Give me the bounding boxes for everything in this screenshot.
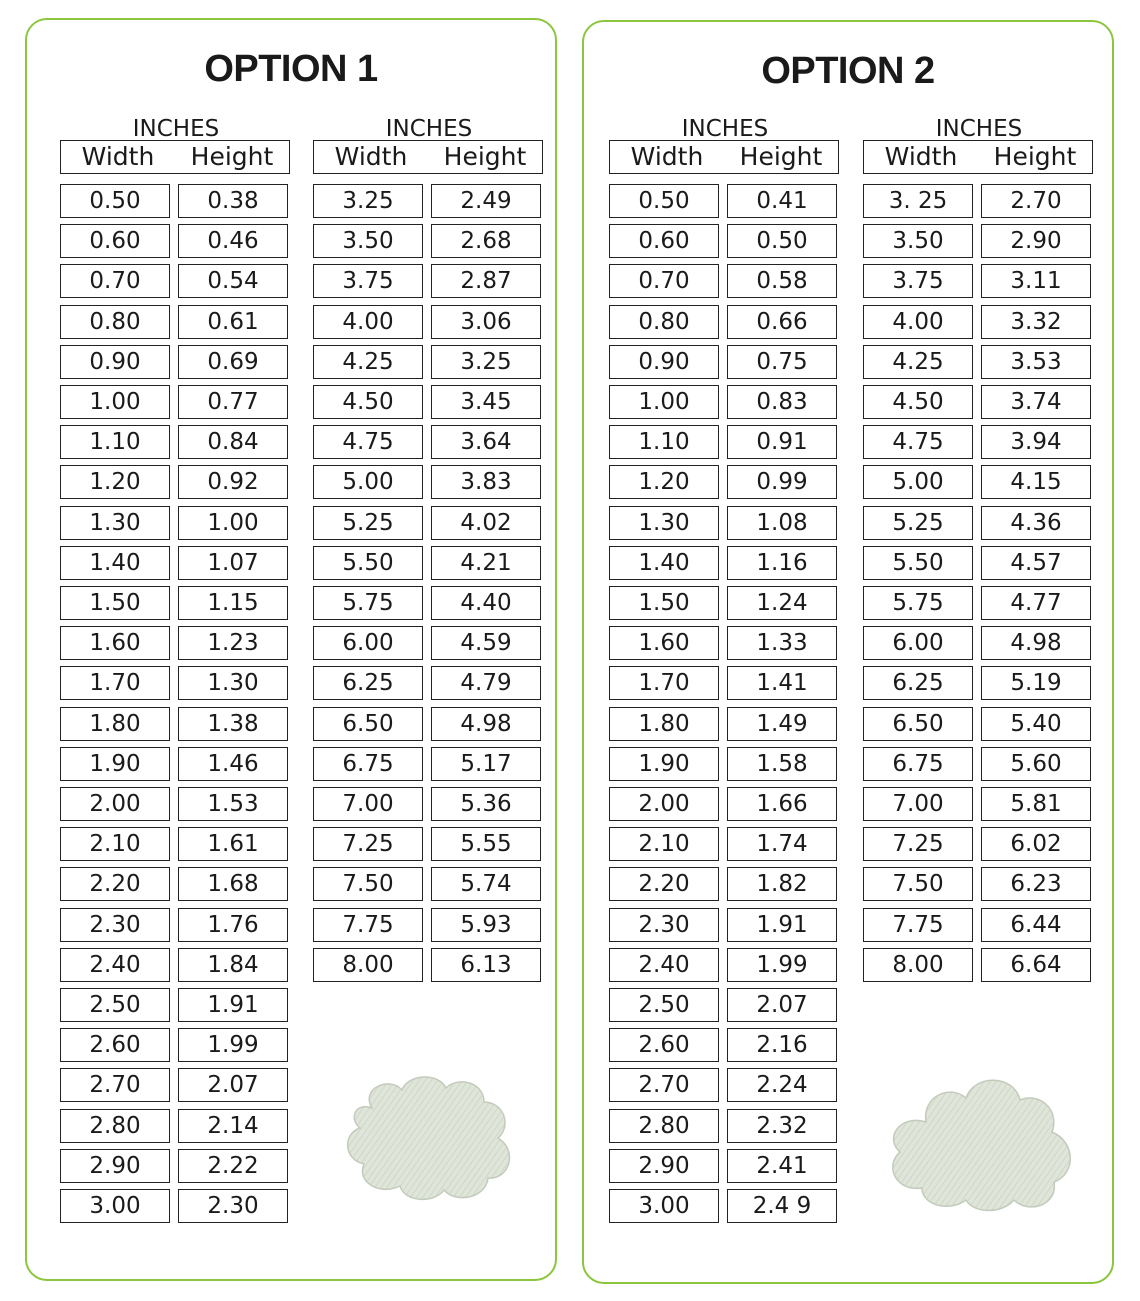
option-title: OPTION 1: [204, 48, 378, 90]
width-value: 0.50: [609, 184, 719, 218]
width-value: 7.00: [313, 787, 423, 821]
width-value: 0.90: [609, 345, 719, 379]
size-row: [60, 1068, 292, 1102]
width-value: 3.00: [609, 1189, 719, 1223]
width-value: 2.70: [609, 1068, 719, 1102]
width-value: 0.70: [60, 264, 170, 298]
size-row: [60, 1109, 292, 1143]
height-value: 1.76: [178, 908, 288, 942]
width-value: 1.30: [60, 506, 170, 540]
height-value: 4.59: [431, 626, 541, 660]
width-value: 5.75: [863, 586, 973, 620]
width-value: 5.75: [313, 586, 423, 620]
size-row: [60, 787, 292, 821]
cloud-icon: [342, 1068, 522, 1204]
size-row: [313, 224, 545, 258]
height-value: 1.74: [727, 827, 837, 861]
size-row: [313, 184, 545, 218]
height-value: 3.11: [981, 264, 1091, 298]
width-value: 2.30: [60, 908, 170, 942]
height-value: 1.99: [178, 1028, 288, 1062]
height-value: 2.68: [431, 224, 541, 258]
size-row: [313, 666, 545, 700]
width-value: 4.00: [313, 305, 423, 339]
height-value: 1.49: [727, 707, 837, 741]
width-value: 2.70: [60, 1068, 170, 1102]
height-value: 3.25: [431, 345, 541, 379]
width-value: 2.90: [609, 1149, 719, 1183]
size-row: [60, 264, 292, 298]
width-value: 2.10: [60, 827, 170, 861]
height-value: 3.53: [981, 345, 1091, 379]
width-value: 5.25: [313, 506, 423, 540]
height-value: 3.94: [981, 425, 1091, 459]
column-header: [863, 140, 1093, 174]
height-value: 6.13: [431, 948, 541, 982]
width-value: 1.10: [60, 425, 170, 459]
size-row: [863, 264, 1095, 298]
size-row: [609, 586, 841, 620]
size-row: [609, 224, 841, 258]
size-row: [60, 747, 292, 781]
width-value: 4.50: [863, 385, 973, 419]
height-value: 2.32: [727, 1109, 837, 1143]
width-value: 1.80: [60, 707, 170, 741]
height-value: 6.64: [981, 948, 1091, 982]
width-value: 0.80: [609, 305, 719, 339]
height-value: 2.90: [981, 224, 1091, 258]
width-value: 5.25: [863, 506, 973, 540]
width-value: 0.60: [609, 224, 719, 258]
unit-label: INCHES: [935, 116, 1023, 142]
width-value: 1.00: [609, 385, 719, 419]
size-row: [863, 787, 1095, 821]
size-row: [60, 586, 292, 620]
width-value: 6.25: [863, 666, 973, 700]
height-value: 0.46: [178, 224, 288, 258]
width-value: 1.10: [609, 425, 719, 459]
height-value: 2.4 9: [727, 1189, 837, 1223]
size-row: [60, 666, 292, 700]
size-row: [60, 827, 292, 861]
size-row: [60, 1189, 292, 1223]
width-value: 5.00: [863, 465, 973, 499]
height-value: 0.58: [727, 264, 837, 298]
size-row: [609, 305, 841, 339]
height-value: 4.79: [431, 666, 541, 700]
height-value: 1.53: [178, 787, 288, 821]
size-row: [60, 385, 292, 419]
size-row: [609, 264, 841, 298]
height-value: 5.55: [431, 827, 541, 861]
width-value: 6.75: [863, 747, 973, 781]
size-row: [863, 586, 1095, 620]
size-row: [609, 666, 841, 700]
height-value: 3.32: [981, 305, 1091, 339]
width-value: 3.50: [863, 224, 973, 258]
width-value: 7.25: [863, 827, 973, 861]
size-row: [863, 707, 1095, 741]
height-value: 5.60: [981, 747, 1091, 781]
size-row: [609, 626, 841, 660]
size-row: [60, 948, 292, 982]
height-value: 1.00: [178, 506, 288, 540]
size-row: [609, 1068, 841, 1102]
width-value: 4.25: [313, 345, 423, 379]
size-row: [60, 1028, 292, 1062]
size-row: [313, 626, 545, 660]
width-value: 2.40: [60, 948, 170, 982]
width-value: 2.80: [609, 1109, 719, 1143]
width-value: 0.80: [60, 305, 170, 339]
height-value: 0.84: [178, 425, 288, 459]
height-value: 4.77: [981, 586, 1091, 620]
height-header: Height: [993, 142, 1077, 171]
width-value: 3.25: [313, 184, 423, 218]
width-value: 3. 25: [863, 184, 973, 218]
width-value: 1.50: [60, 586, 170, 620]
height-value: 2.07: [727, 988, 837, 1022]
width-value: 1.70: [60, 666, 170, 700]
height-value: 1.91: [178, 988, 288, 1022]
height-value: 4.57: [981, 546, 1091, 580]
cloud-icon: [882, 1070, 1078, 1214]
size-row: [60, 465, 292, 499]
height-value: 1.30: [178, 666, 288, 700]
height-value: 1.23: [178, 626, 288, 660]
height-value: 1.99: [727, 948, 837, 982]
width-value: 0.70: [609, 264, 719, 298]
size-row: [863, 867, 1095, 901]
size-row: [60, 908, 292, 942]
size-row: [609, 1149, 841, 1183]
height-header: Height: [443, 142, 527, 171]
height-value: 4.36: [981, 506, 1091, 540]
width-header: Width: [81, 142, 155, 171]
size-row: [60, 184, 292, 218]
height-value: 1.66: [727, 787, 837, 821]
height-value: 2.16: [727, 1028, 837, 1062]
height-value: 5.93: [431, 908, 541, 942]
height-header: Height: [739, 142, 823, 171]
size-row: [609, 1028, 841, 1062]
height-value: 2.30: [178, 1189, 288, 1223]
width-value: 1.20: [609, 465, 719, 499]
height-value: 4.98: [981, 626, 1091, 660]
width-header: Width: [630, 142, 704, 171]
width-value: 0.90: [60, 345, 170, 379]
width-value: 4.75: [863, 425, 973, 459]
size-row: [60, 345, 292, 379]
height-value: 0.50: [727, 224, 837, 258]
height-value: 1.58: [727, 747, 837, 781]
size-row: [313, 385, 545, 419]
width-value: 4.25: [863, 345, 973, 379]
size-row: [863, 626, 1095, 660]
height-value: 1.33: [727, 626, 837, 660]
width-value: 2.50: [609, 988, 719, 1022]
width-value: 5.50: [863, 546, 973, 580]
height-value: 1.84: [178, 948, 288, 982]
width-value: 2.10: [609, 827, 719, 861]
height-value: 1.38: [178, 707, 288, 741]
width-value: 2.60: [60, 1028, 170, 1062]
height-value: 1.61: [178, 827, 288, 861]
width-value: 7.75: [863, 908, 973, 942]
height-value: 2.87: [431, 264, 541, 298]
height-value: 4.40: [431, 586, 541, 620]
size-row: [609, 184, 841, 218]
height-value: 6.44: [981, 908, 1091, 942]
size-row: [313, 867, 545, 901]
height-value: 2.14: [178, 1109, 288, 1143]
size-row: [863, 465, 1095, 499]
width-value: 1.40: [609, 546, 719, 580]
height-value: 2.07: [178, 1068, 288, 1102]
width-value: 3.50: [313, 224, 423, 258]
height-value: 2.49: [431, 184, 541, 218]
width-value: 7.25: [313, 827, 423, 861]
height-value: 1.46: [178, 747, 288, 781]
height-value: 5.74: [431, 867, 541, 901]
width-value: 7.75: [313, 908, 423, 942]
width-value: 2.20: [609, 867, 719, 901]
size-row: [863, 184, 1095, 218]
size-row: [60, 707, 292, 741]
height-value: 1.24: [727, 586, 837, 620]
width-value: 2.00: [609, 787, 719, 821]
width-value: 6.75: [313, 747, 423, 781]
height-value: 0.41: [727, 184, 837, 218]
size-row: [863, 666, 1095, 700]
width-value: 2.50: [60, 988, 170, 1022]
size-row: [863, 345, 1095, 379]
width-value: 5.00: [313, 465, 423, 499]
size-row: [863, 506, 1095, 540]
size-row: [609, 988, 841, 1022]
width-value: 1.60: [609, 626, 719, 660]
height-value: 5.81: [981, 787, 1091, 821]
height-value: 6.02: [981, 827, 1091, 861]
size-row: [313, 506, 545, 540]
width-value: 8.00: [863, 948, 973, 982]
height-value: 5.17: [431, 747, 541, 781]
unit-label: INCHES: [681, 116, 769, 142]
width-value: 6.00: [313, 626, 423, 660]
height-value: 0.92: [178, 465, 288, 499]
height-value: 0.91: [727, 425, 837, 459]
width-value: 3.00: [60, 1189, 170, 1223]
width-header: Width: [334, 142, 408, 171]
size-row: [313, 546, 545, 580]
size-row: [609, 546, 841, 580]
size-row: [609, 465, 841, 499]
width-value: 1.30: [609, 506, 719, 540]
size-row: [313, 787, 545, 821]
size-row: [863, 546, 1095, 580]
size-row: [313, 908, 545, 942]
width-value: 6.25: [313, 666, 423, 700]
size-row: [609, 908, 841, 942]
width-value: 2.20: [60, 867, 170, 901]
height-value: 0.75: [727, 345, 837, 379]
column-header: [313, 140, 543, 174]
size-row: [60, 425, 292, 459]
width-value: 1.70: [609, 666, 719, 700]
size-row: [863, 224, 1095, 258]
height-value: 3.45: [431, 385, 541, 419]
size-row: [313, 707, 545, 741]
size-row: [609, 747, 841, 781]
size-row: [863, 425, 1095, 459]
size-row: [863, 827, 1095, 861]
height-value: 1.68: [178, 867, 288, 901]
height-value: 4.02: [431, 506, 541, 540]
height-value: 0.69: [178, 345, 288, 379]
height-value: 0.77: [178, 385, 288, 419]
option-title: OPTION 2: [761, 50, 935, 92]
size-row: [313, 465, 545, 499]
size-row: [609, 345, 841, 379]
size-row: [313, 425, 545, 459]
unit-label: INCHES: [385, 116, 473, 142]
size-row: [609, 787, 841, 821]
size-row: [609, 948, 841, 982]
height-value: 0.99: [727, 465, 837, 499]
size-row: [863, 385, 1095, 419]
size-row: [609, 707, 841, 741]
height-value: 1.16: [727, 546, 837, 580]
width-value: 1.00: [60, 385, 170, 419]
height-value: 2.22: [178, 1149, 288, 1183]
width-value: 0.50: [60, 184, 170, 218]
size-row: [609, 867, 841, 901]
width-value: 2.80: [60, 1109, 170, 1143]
height-header: Height: [190, 142, 274, 171]
width-value: 1.90: [609, 747, 719, 781]
size-row: [60, 1149, 292, 1183]
size-row: [313, 264, 545, 298]
size-row: [863, 908, 1095, 942]
size-row: [609, 1109, 841, 1143]
size-row: [60, 305, 292, 339]
height-value: 3.64: [431, 425, 541, 459]
width-value: 6.50: [313, 707, 423, 741]
width-value: 2.40: [609, 948, 719, 982]
height-value: 5.19: [981, 666, 1091, 700]
width-value: 1.20: [60, 465, 170, 499]
size-row: [863, 948, 1095, 982]
size-row: [609, 506, 841, 540]
size-row: [313, 345, 545, 379]
height-value: 1.15: [178, 586, 288, 620]
width-value: 2.60: [609, 1028, 719, 1062]
width-value: 6.00: [863, 626, 973, 660]
height-value: 6.23: [981, 867, 1091, 901]
size-row: [313, 948, 545, 982]
width-value: 2.00: [60, 787, 170, 821]
column-header: [609, 140, 839, 174]
width-value: 4.75: [313, 425, 423, 459]
height-value: 2.41: [727, 1149, 837, 1183]
width-value: 1.60: [60, 626, 170, 660]
size-row: [60, 506, 292, 540]
size-row: [313, 586, 545, 620]
height-value: 1.82: [727, 867, 837, 901]
width-value: 1.50: [609, 586, 719, 620]
height-value: 0.54: [178, 264, 288, 298]
height-value: 0.38: [178, 184, 288, 218]
width-value: 7.50: [863, 867, 973, 901]
size-row: [609, 1189, 841, 1223]
height-value: 3.06: [431, 305, 541, 339]
width-value: 1.90: [60, 747, 170, 781]
size-row: [313, 747, 545, 781]
height-value: 1.08: [727, 506, 837, 540]
height-value: 5.40: [981, 707, 1091, 741]
height-value: 2.24: [727, 1068, 837, 1102]
height-value: 0.83: [727, 385, 837, 419]
size-row: [609, 385, 841, 419]
height-value: 3.83: [431, 465, 541, 499]
width-value: 2.90: [60, 1149, 170, 1183]
height-value: 0.66: [727, 305, 837, 339]
width-value: 1.40: [60, 546, 170, 580]
size-row: [313, 827, 545, 861]
size-row: [60, 546, 292, 580]
height-value: 2.70: [981, 184, 1091, 218]
height-value: 1.07: [178, 546, 288, 580]
height-value: 4.21: [431, 546, 541, 580]
width-value: 2.30: [609, 908, 719, 942]
height-value: 4.15: [981, 465, 1091, 499]
option-1-panel: [25, 18, 557, 1281]
height-value: 1.91: [727, 908, 837, 942]
column-header: [60, 140, 290, 174]
width-value: 7.50: [313, 867, 423, 901]
height-value: 5.36: [431, 787, 541, 821]
option-2-panel: [582, 20, 1114, 1284]
size-row: [60, 867, 292, 901]
width-value: 8.00: [313, 948, 423, 982]
width-value: 5.50: [313, 546, 423, 580]
size-row: [609, 827, 841, 861]
size-row: [313, 305, 545, 339]
width-value: 4.00: [863, 305, 973, 339]
height-value: 3.74: [981, 385, 1091, 419]
width-value: 3.75: [313, 264, 423, 298]
width-value: 3.75: [863, 264, 973, 298]
width-value: 4.50: [313, 385, 423, 419]
size-row: [60, 224, 292, 258]
width-value: 1.80: [609, 707, 719, 741]
width-value: 7.00: [863, 787, 973, 821]
size-row: [609, 425, 841, 459]
unit-label: INCHES: [132, 116, 220, 142]
size-row: [60, 988, 292, 1022]
size-row: [863, 305, 1095, 339]
size-row: [863, 747, 1095, 781]
height-value: 0.61: [178, 305, 288, 339]
height-value: 4.98: [431, 707, 541, 741]
height-value: 1.41: [727, 666, 837, 700]
size-row: [60, 626, 292, 660]
width-value: 0.60: [60, 224, 170, 258]
width-header: Width: [884, 142, 958, 171]
width-value: 6.50: [863, 707, 973, 741]
